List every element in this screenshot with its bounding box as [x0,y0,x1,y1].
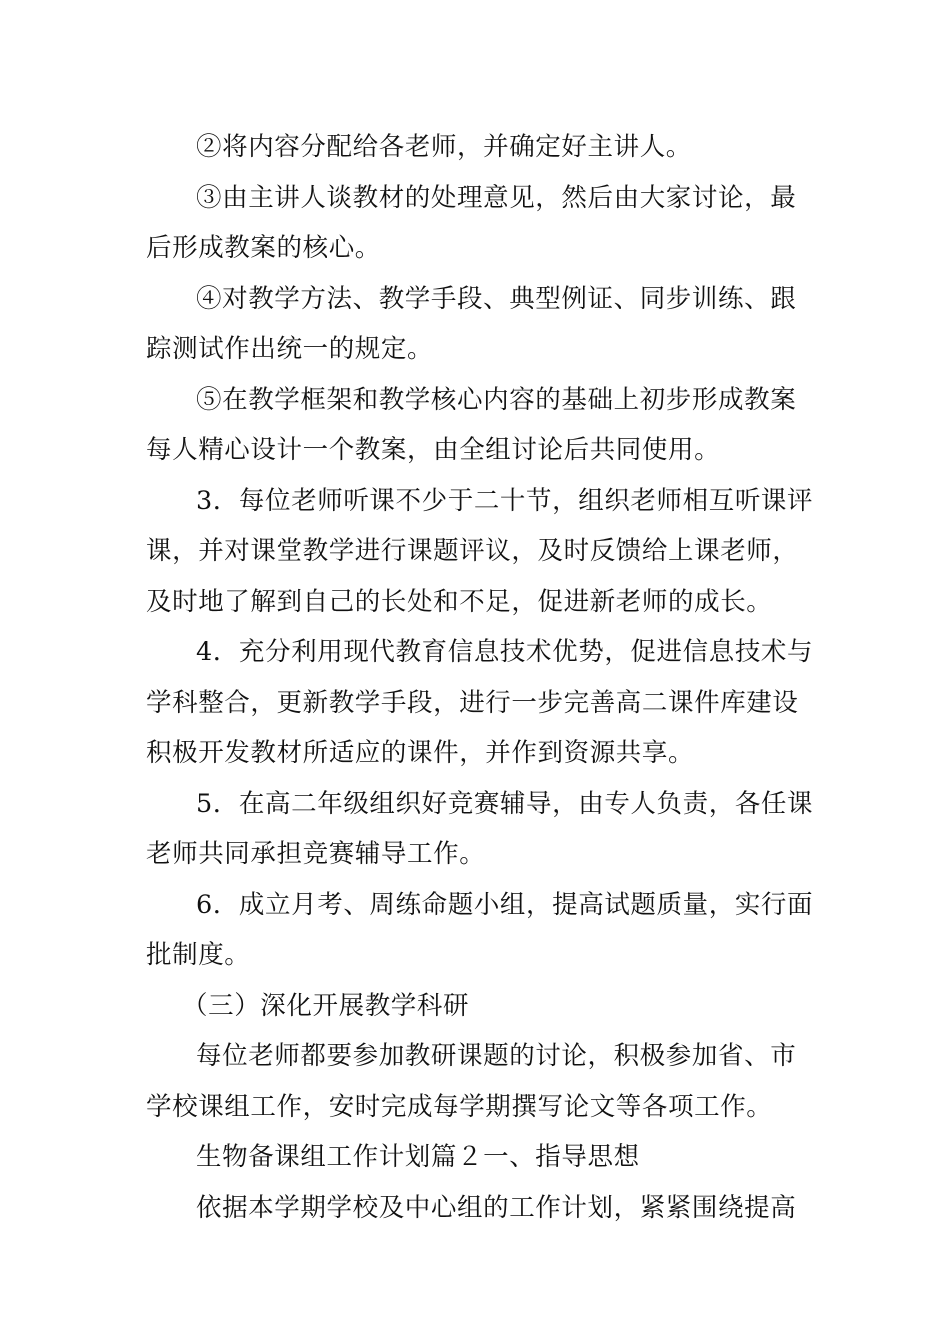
paragraph-line: 依据本学期学校及中心组的工作计划，紧紧围绕提高 [196,1192,797,1223]
paragraph-line: 后形成教案的核心。 [146,233,381,263]
paragraph-line: ⑤在教学框架和教学核心内容的基础上初步形成教案 [196,384,797,415]
paragraph-line: 3．每位老师听课不少于二十节，组织老师相互听课评 [196,485,814,516]
paragraph-line: 老师共同承担竞赛辅导工作。 [146,839,486,869]
paragraph-line: 及时地了解到自己的长处和不足，促进新老师的成长。 [146,586,773,617]
paragraph-line: 每位老师都要参加教研课题的讨论，积极参加省、市 [196,1041,797,1071]
paragraph-line: 积极开发教材所适应的课件，并作到资源共享。 [146,738,695,768]
document-body [146,122,814,1233]
paragraph-line: 每人精心设计一个教案，由全组讨论后共同使用。 [146,435,721,465]
paragraph-line: 学科整合，更新教学手段，进行一步完善高二课件库建设 [146,687,799,718]
section-heading: 生物备课组工作计划篇２一、指导思想 [196,1142,640,1172]
paragraph-line: 4．充分利用现代教育信息技术优势，促进信息技术与 [196,637,814,667]
paragraph-line: 踪测试作出统一的规定。 [146,334,434,364]
paragraph-line: ②将内容分配给各老师，并确定好主讲人。 [196,132,692,162]
paragraph-line: ③由主讲人谈教材的处理意见，然后由大家讨论，最 [196,182,797,213]
paragraph-line: ④对教学方法、教学手段、典型例证、同步训练、跟 [196,283,797,314]
paragraph-line: 批制度。 [146,940,251,970]
paragraph-line: 5．在高二年级组织好竞赛辅导，由专人负责，各任课 [196,788,814,819]
paragraph-line: 课，并对课堂教学进行课题评议，及时反馈给上课老师， [146,536,799,566]
paragraph-line: 学校课组工作，安时完成每学期撰写论文等各项工作。 [146,1091,773,1122]
paragraph-line: 6．成立月考、周练命题小组，提高试题质量，实行面 [196,889,814,920]
section-heading: （三）深化开展教学科研 [182,990,470,1021]
